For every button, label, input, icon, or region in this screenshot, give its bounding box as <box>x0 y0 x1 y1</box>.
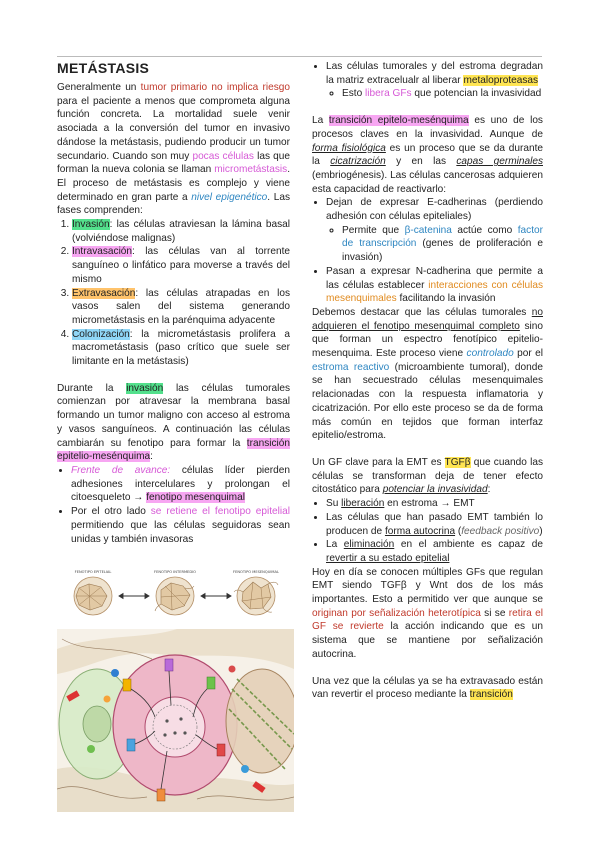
emt-signaling-diagram <box>57 629 294 812</box>
bullet-liberacion: • Su liberación en estroma → EMT <box>326 497 543 511</box>
tgfb-paragraph: Un GF clave para la EMT es TGFβ que cuando las células se transforman deja de tener efecto citostático para potenciar la invasividad: <box>312 456 543 496</box>
fig-label-epitelial: FENOTIPO EPITELIAL <box>74 570 112 574</box>
double-arrow-1 <box>119 594 149 599</box>
left-column <box>57 60 290 546</box>
epithelial-cells-illustration <box>74 577 112 615</box>
top-rule <box>57 56 542 57</box>
phenotype-figure <box>57 568 294 620</box>
phase-invasion: 1. Invasión: las células atraviesan la lámina basal (volviéndose malignas) <box>72 218 290 245</box>
bullet-autocrina: • Las células que han pasado EMT también lo producen de forma autocrina (feedback positivo) <box>326 511 543 538</box>
phenotype-spectrum-paragraph: Debemos destacar que las células tumorales no adquieren el fenotipo mesenquimal completo sino que forman un espectro fenotípico epitelio-mesenquima. Este proceso viene controlado por el estroma reactivo (microambiente tumoral), donde se han secuestrado células mesenquimales relacionadas con la respuesta inflamatoria y cicatrización. Por ello este proceso se da de forma más común en tejidos que forman interfaz epitelio/estroma. <box>312 306 543 442</box>
phase-colonization: 4. Colonización: la micrometástasis prolifera a macrometástasis (paso crítico que suele ser limitante en la metástasis) <box>72 328 290 369</box>
tgfb-bullets <box>312 497 543 566</box>
fig-label-mesenquimal: FENOTIPO MESENQUIMAL <box>233 570 279 574</box>
invasion-bullets <box>57 464 290 546</box>
mmp-subbullets <box>326 87 543 101</box>
intro-paragraph: Generalmente un tumor primario no implica riesgo para el paciente a menos que comprometa alguna función concreta. La mortalidad suele venir asociada a la conversión del tumor en invasivo dándose la metástasis, pudiendo producir un tumor secundario. Cuando son muy pocas células las que forman la nueva colonia se llaman micrometástasis. El proceso de metástasis es complejo y viene determinado en gran parte a nivel epigenético. Las fases comprenden: <box>57 82 290 217</box>
double-arrow-2 <box>201 594 231 599</box>
phase-intravasation: 2. Intravasación: las células van al torrente sanguíneo o linfático para moverse a través del mismo <box>72 245 290 286</box>
cadherin-bullets <box>312 196 543 306</box>
cell-center <box>113 655 237 795</box>
fig-label-intermedio: FENOTIPO INTERMEDIO <box>154 570 196 574</box>
bullet-frente-avance: • Frente de avance: células líder pierden adhesiones intercelulares y prolongan el citoesqueleto → fenotipo mesenquimal <box>71 464 290 505</box>
right-column <box>312 60 543 702</box>
phases-list <box>57 218 290 369</box>
mmp-bullets <box>312 60 543 101</box>
cell-right <box>226 669 294 773</box>
bullet-fenotipo-epitelial: • Por el otro lado se retiene el fenotipo epitelial permitiendo que las células seguidoras sean unidas y también invasoras <box>71 505 290 546</box>
extravasation-paragraph: Una vez que la células ya se ha extravasado están van revertir el proceso mediante la transición <box>312 675 543 701</box>
intermediate-cells-illustration <box>155 577 194 615</box>
bullet-metaloproteasas: • Las células tumorales y del estroma degradan la matriz extracelualr al liberar metaloproteasas ◦ Esto libera GFs que potencian la invasividad <box>326 60 543 101</box>
bullet-e-cadherin: • Dejan de expresar E-cadherinas (perdiendo adhesión con células epiteliales) ◦ Permite que β-catenina actúe como factor de transcripción (genes de proliferación e invasión) <box>326 196 543 265</box>
subbullet-gfs: ◦ Esto libera GFs que potencian la invasividad <box>342 87 543 101</box>
gfs-paragraph: Hoy en día se conocen múltiples GFs que regulan EMT siendo TGFβ y Wnt dos de los más importantes. Esto a permitido ver que aunque se originan por señalización heterotípica si se retira el GF se revierte la acción indicando que es un sistema que se mantiene por señalización autocrina. <box>312 566 543 660</box>
cadherin-subbullets <box>326 224 543 265</box>
subbullet-beta-catenin: ◦ Permite que β-catenina actúe como factor de transcripción (genes de proliferación e invasión) <box>342 224 543 265</box>
bullet-eliminacion: • La eliminación en el ambiente es capaz de revertir a su estado epitelial <box>326 538 543 565</box>
page-title: METÁSTASIS <box>57 60 150 76</box>
bullet-n-cadherin: • Pasan a expresar N-cadherina que permite a las células establecer interacciones con células mesenquimales facilitando la invasión <box>326 265 543 306</box>
phase-extravasation: 3. Extravasación: las células atrapadas en los vasos salen del sistema generando micrometástasis en la parénquima adyacente <box>72 287 290 328</box>
invasion-paragraph: Durante la invasión las células tumorales comienzan por atravesar la membrana basal formando un tumor maligno con acceso al estroma y vasos sanguíneos. A continuación las células cambiarán su fenotipo para formar la transición epitelio-mesénquima: <box>57 382 290 463</box>
emt-paragraph: La transición epitelo-mesénquima es uno de los procesos claves en la invasividad. Aunque de forma fisiológica es un proceso que se da durante la cicatrización y en las capas germinales (embriogénesis). Las células cancerosas adquieren esta capacidad de reactivarlo: <box>312 115 543 195</box>
mesenchymal-cells-illustration <box>234 577 278 615</box>
